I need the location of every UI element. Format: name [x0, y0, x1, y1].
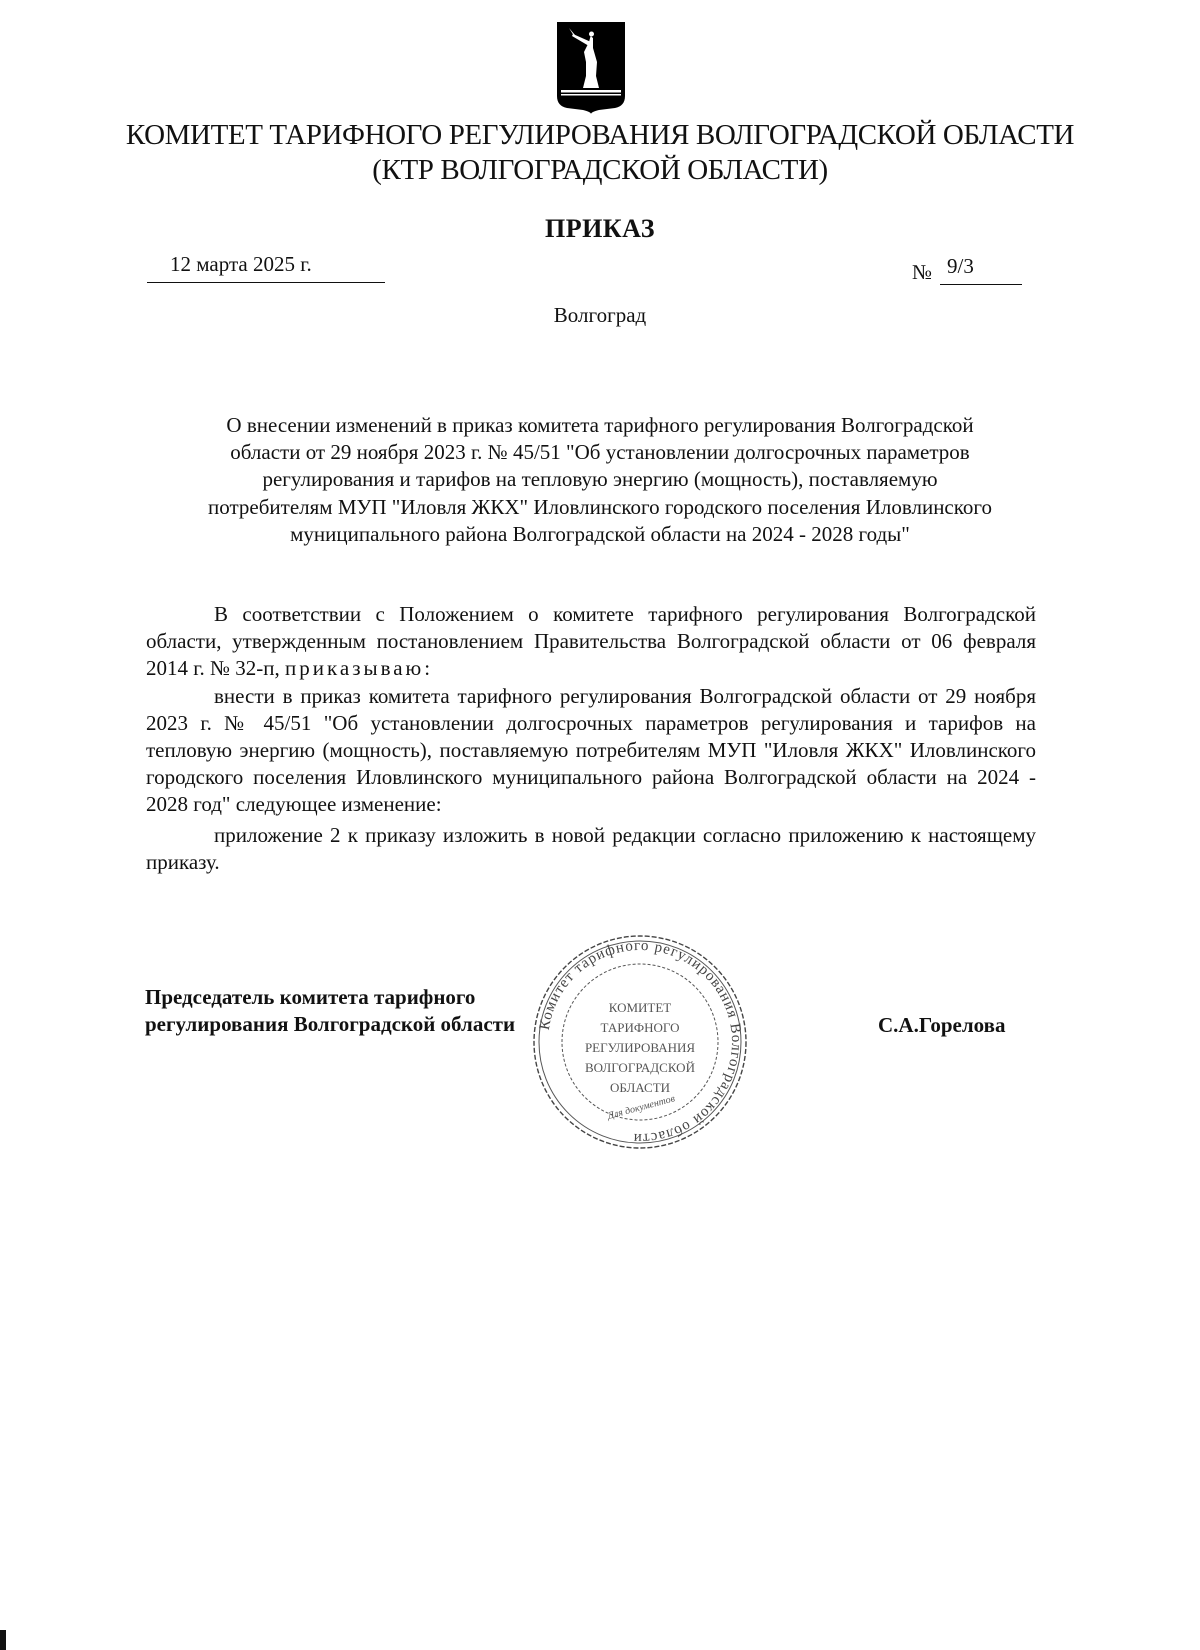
coat-of-arms-emblem	[553, 18, 629, 114]
seal-center-line: РЕГУЛИРОВАНИЯ	[584, 1040, 696, 1055]
body-paragraph-1-text: В соответствии с Положением о комитете тарифного регулирования Волгоградской области, утвержденным постановлением Правительства Волгоградской области от 06 февраля 2014 г. № 32-п,	[146, 602, 1036, 681]
subject-line: регулирования и тарифов на тепловую энергию (мощность), поставляемую	[262, 467, 938, 492]
signer-title-line2: регулирования Волгоградской области	[145, 1012, 516, 1036]
seal-center-line: ТАРИФНОГО	[600, 1020, 680, 1035]
document-city: Волгоград	[553, 303, 647, 327]
body-paragraph-2: внести в приказ комитета тарифного регулирования Волгоградской области от 29 ноября 2023 г. № 45/51 "Об установлении долгосрочных параметров регулирования и тарифов на тепловую энергию (мощность), поставляемую потребителям МУП "Иловля ЖКХ" Иловлинского городского поселения Иловлинского муниципального района Волгоградской области на 2024 - 2028 год" следующее изменение:	[146, 683, 1036, 817]
seal-icon	[530, 932, 750, 1152]
number-sign: №	[912, 260, 933, 284]
subject-line: области от 29 ноября 2023 г. № 45/51 "Об установлении долгосрочных параметров	[230, 440, 970, 465]
body-paragraph-1	[146, 601, 1036, 683]
organization-name-line1: КОМИТЕТ ТАРИФНОГО РЕГУЛИРОВАНИЯ ВОЛГОГРАДСКОЙ ОБЛАСТИ	[125, 119, 1075, 151]
document-type: ПРИКАЗ	[544, 214, 656, 243]
document-body	[146, 601, 1036, 876]
subject-line: потребителям МУП "Иловля ЖКХ" Иловлинского городского поселения Иловлинского	[208, 494, 992, 519]
seal-outer-text: Комитет тарифного регулирования Волгоградской области	[536, 937, 745, 1147]
signer-title	[145, 984, 515, 1038]
document-date: 12 марта 2025 г.	[170, 252, 312, 276]
seal-center-line: ВОЛГОГРАДСКОЙ	[585, 1060, 695, 1075]
date-underline	[147, 282, 385, 283]
document-number: 9/3	[947, 254, 974, 278]
subject-line: муниципального района Волгоградской области на 2024 - 2028 годы"	[290, 521, 910, 546]
volgograd-coat-of-arms-icon	[553, 18, 629, 114]
body-paragraph-3: приложение 2 к приказу изложить в новой редакции согласно приложению к настоящему приказу.	[146, 822, 1036, 874]
organization-name-line2: (КТР ВОЛГОГРАДСКОЙ ОБЛАСТИ)	[372, 154, 828, 186]
seal-center-line: ОБЛАСТИ	[609, 1080, 671, 1095]
document-subject	[140, 412, 1060, 548]
signer-name: С.А.Горелова	[878, 1013, 1006, 1037]
scan-edge-mark	[0, 1630, 6, 1650]
number-underline	[940, 284, 1022, 285]
seal-center-line: КОМИТЕТ	[608, 1000, 672, 1015]
official-seal	[530, 932, 750, 1152]
subject-line: О внесении изменений в приказ комитета тарифного регулирования Волгоградской	[226, 413, 974, 437]
seal-bottom-text: Для документов	[606, 1093, 677, 1122]
order-keyword: приказываю:	[285, 656, 434, 681]
signer-title-line1: Председатель комитета тарифного	[145, 985, 476, 1009]
organization-name	[0, 118, 1200, 188]
